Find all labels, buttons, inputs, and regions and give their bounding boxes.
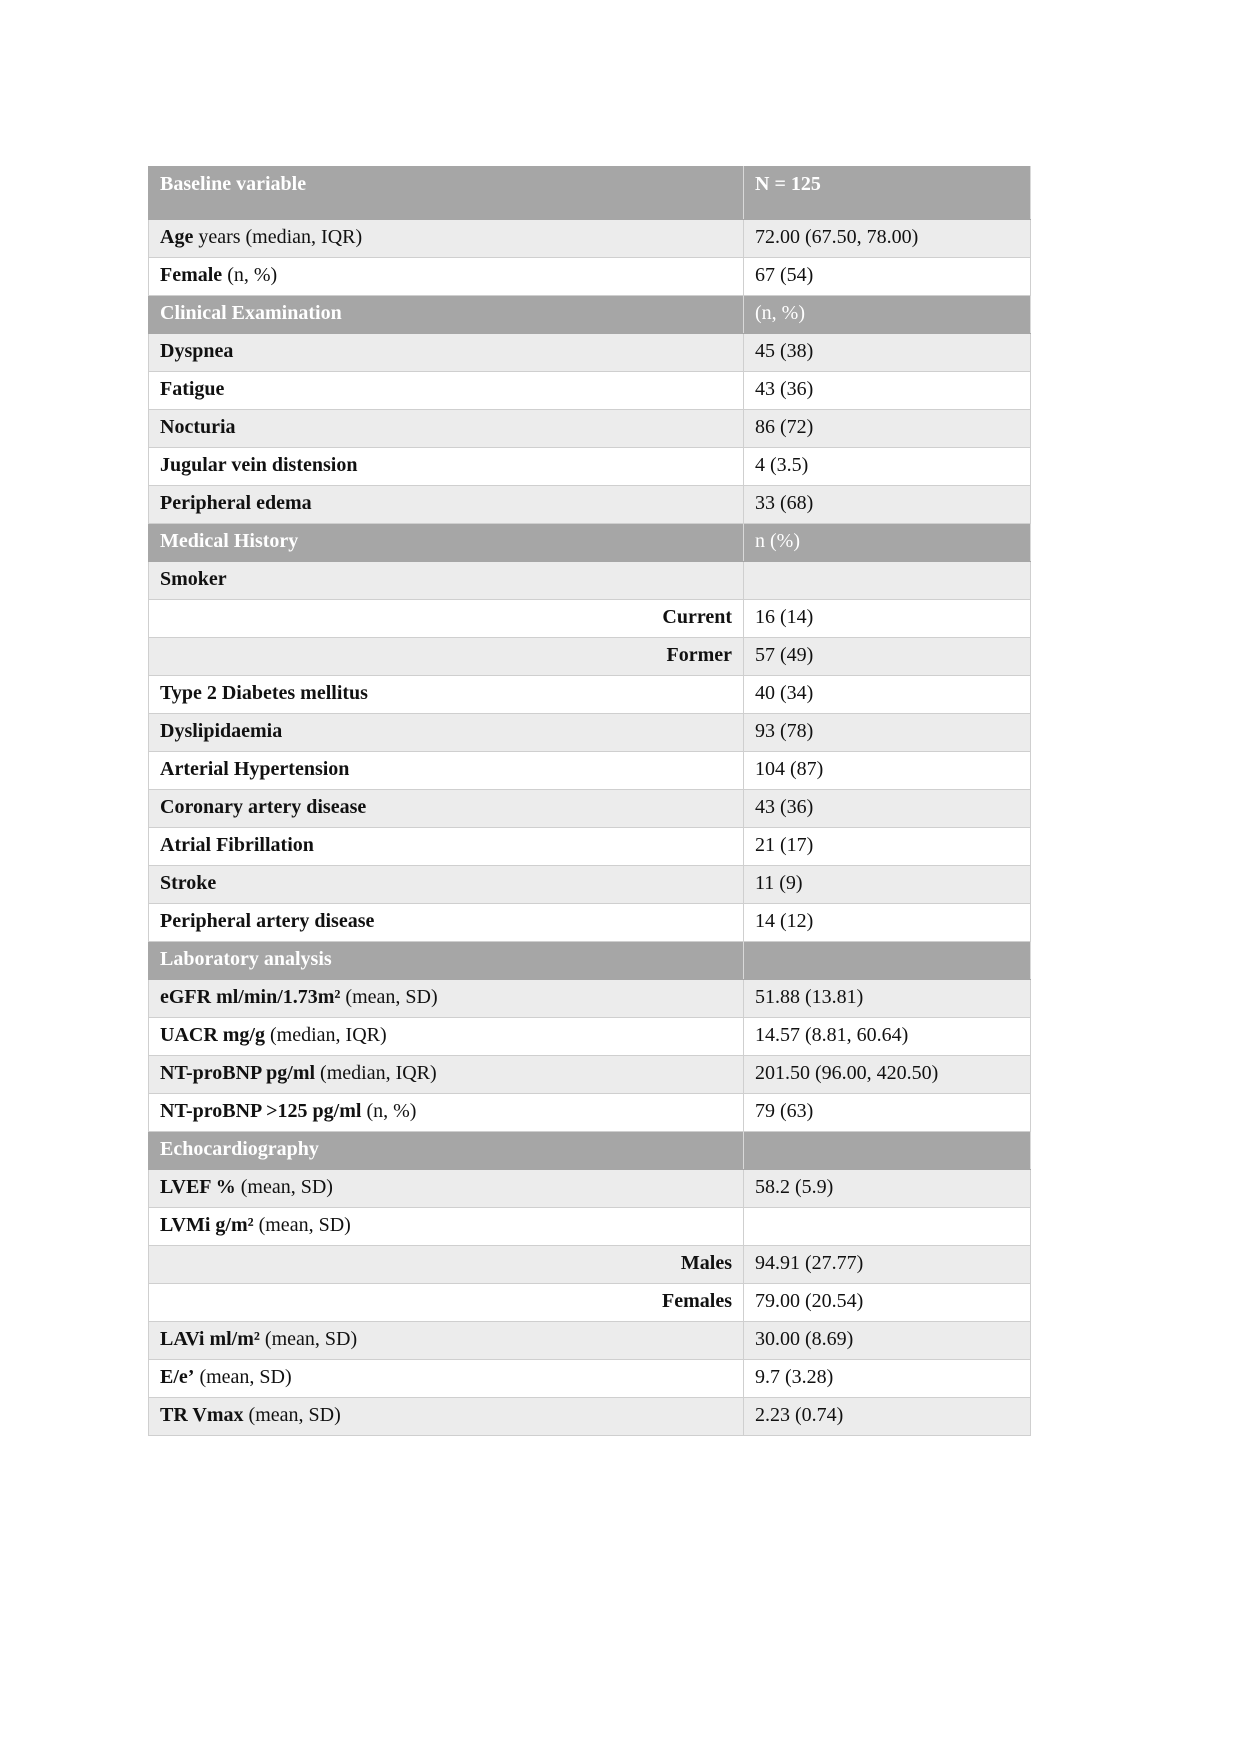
variable-cell [149, 1208, 744, 1246]
table-row [149, 1094, 1031, 1132]
variable-unit-note: (mean, SD) [253, 1214, 351, 1236]
variable-cell [149, 220, 744, 258]
value-cell: 79.00 (20.54) [744, 1284, 1031, 1322]
variable-cell [149, 1360, 744, 1398]
value-cell: 51.88 (13.81) [744, 980, 1031, 1018]
variable-name: UACR mg/g [160, 1024, 265, 1046]
table-row [149, 1322, 1031, 1360]
table-row [149, 220, 1031, 258]
value-cell: 79 (63) [744, 1094, 1031, 1132]
variable-cell [149, 752, 744, 790]
table-row [149, 676, 1031, 714]
table-subrow [149, 1246, 1031, 1284]
table-row [149, 1398, 1031, 1436]
variable-cell [149, 980, 744, 1018]
baseline-characteristics-table [148, 166, 1031, 1436]
variable-name: Nocturia [160, 416, 236, 438]
variable-name: Type 2 Diabetes mellitus [160, 682, 368, 704]
section-title-cell [149, 942, 744, 980]
variable-name: Males [680, 1252, 732, 1274]
table-row [149, 1360, 1031, 1398]
table-subrow [149, 600, 1031, 638]
value-cell: 9.7 (3.28) [744, 1360, 1031, 1398]
variable-unit-note: years (median, IQR) [193, 226, 363, 248]
variable-name: Atrial Fibrillation [160, 834, 314, 856]
value-cell: 21 (17) [744, 828, 1031, 866]
section-stat-cell: n (%) [744, 524, 1031, 562]
value-cell: 11 (9) [744, 866, 1031, 904]
variable-cell [149, 714, 744, 752]
variable-unit-note: (n, %) [222, 264, 278, 286]
table-row [149, 980, 1031, 1018]
table-row [149, 448, 1031, 486]
table-row [149, 790, 1031, 828]
variable-cell [149, 486, 744, 524]
variable-cell [149, 1056, 744, 1094]
section-title-cell [149, 524, 744, 562]
variable-cell [149, 790, 744, 828]
table-head [149, 167, 1031, 220]
variable-cell [149, 410, 744, 448]
section-header-row [149, 296, 1031, 334]
variable-name: Former [666, 644, 732, 666]
table-row [149, 334, 1031, 372]
section-header-row [149, 942, 1031, 980]
variable-name: Female [160, 264, 223, 286]
variable-cell [149, 676, 744, 714]
variable-name: E/e’ [160, 1366, 195, 1388]
table-row [149, 486, 1031, 524]
value-cell: 67 (54) [744, 258, 1031, 296]
value-cell: 72.00 (67.50, 78.00) [744, 220, 1031, 258]
variable-name: LVEF % [160, 1176, 236, 1198]
variable-cell [149, 1246, 744, 1284]
table-row [149, 866, 1031, 904]
value-cell: 94.91 (27.77) [744, 1246, 1031, 1284]
value-cell: 58.2 (5.9) [744, 1170, 1031, 1208]
variable-name: Stroke [160, 872, 217, 894]
table-row [149, 1018, 1031, 1056]
section-stat-cell [744, 1132, 1031, 1170]
variable-name: Fatigue [160, 378, 225, 400]
table-header-row [149, 167, 1031, 220]
variable-name: Dyslipidaemia [160, 720, 283, 742]
variable-name: Arterial Hypertension [160, 758, 350, 780]
value-cell: 14 (12) [744, 904, 1031, 942]
value-cell: 33 (68) [744, 486, 1031, 524]
table-row [149, 828, 1031, 866]
value-cell: 2.23 (0.74) [744, 1398, 1031, 1436]
value-cell: 86 (72) [744, 410, 1031, 448]
variable-name: LAVi ml/m² [160, 1328, 260, 1350]
table-row [149, 562, 1031, 600]
variable-name: NT-proBNP pg/ml [160, 1062, 316, 1084]
value-cell [744, 1208, 1031, 1246]
variable-unit-note: (n, %) [361, 1100, 417, 1122]
section-stat-cell [744, 942, 1031, 980]
variable-cell [149, 562, 744, 600]
value-cell: 93 (78) [744, 714, 1031, 752]
variable-unit-note: (median, IQR) [265, 1024, 387, 1046]
section-title-cell [149, 1132, 744, 1170]
variable-unit-note: (mean, SD) [194, 1366, 292, 1388]
variable-name: Smoker [160, 568, 227, 590]
value-cell: 104 (87) [744, 752, 1031, 790]
variable-name: Coronary artery disease [160, 796, 367, 818]
variable-name: NT-proBNP >125 pg/ml [160, 1100, 362, 1122]
value-cell: 57 (49) [744, 638, 1031, 676]
variable-name: eGFR ml/min/1.73m² [160, 986, 341, 1008]
value-cell: 16 (14) [744, 600, 1031, 638]
variable-name: LVMi g/m² [160, 1214, 254, 1236]
variable-name: Jugular vein distension [160, 454, 358, 476]
section-title-cell [149, 296, 744, 334]
section-title: Clinical Examination [160, 302, 342, 324]
variable-unit-note: (mean, SD) [243, 1404, 341, 1426]
table-body [149, 220, 1031, 1436]
variable-cell [149, 1018, 744, 1056]
section-title: Medical History [160, 530, 299, 552]
table-row [149, 1056, 1031, 1094]
variable-cell [149, 372, 744, 410]
table-row [149, 410, 1031, 448]
section-header-row [149, 524, 1031, 562]
header-label-cell: Baseline variable [149, 167, 744, 220]
variable-cell [149, 866, 744, 904]
value-cell [744, 562, 1031, 600]
table-subrow [149, 1284, 1031, 1322]
variable-name: Current [662, 606, 732, 628]
value-cell: 40 (34) [744, 676, 1031, 714]
variable-unit-note: (median, IQR) [315, 1062, 437, 1084]
section-header-row [149, 1132, 1031, 1170]
variable-cell [149, 1284, 744, 1322]
variable-name: Dyspnea [160, 340, 234, 362]
table-row [149, 714, 1031, 752]
table-row [149, 904, 1031, 942]
variable-cell [149, 334, 744, 372]
variable-name: Peripheral artery disease [160, 910, 375, 932]
value-cell: 45 (38) [744, 334, 1031, 372]
variable-cell [149, 258, 744, 296]
variable-cell [149, 904, 744, 942]
variable-cell [149, 448, 744, 486]
variable-unit-note: (mean, SD) [259, 1328, 358, 1350]
table-row [149, 752, 1031, 790]
variable-cell [149, 1398, 744, 1436]
variable-name: TR Vmax [160, 1404, 244, 1426]
variable-cell [149, 1094, 744, 1132]
variable-name: Females [662, 1290, 732, 1312]
variable-name: Peripheral edema [160, 492, 312, 514]
variable-cell [149, 638, 744, 676]
variable-cell [149, 1170, 744, 1208]
section-title: Laboratory analysis [160, 948, 332, 970]
value-cell: 43 (36) [744, 372, 1031, 410]
variable-unit-note: (mean, SD) [340, 986, 438, 1008]
table-row [149, 1208, 1031, 1246]
value-cell: 43 (36) [744, 790, 1031, 828]
header-value-cell: N = 125 [744, 167, 1031, 220]
table-subrow [149, 638, 1031, 676]
variable-unit-note: (mean, SD) [235, 1176, 333, 1198]
value-cell: 4 (3.5) [744, 448, 1031, 486]
value-cell: 14.57 (8.81, 60.64) [744, 1018, 1031, 1056]
section-title: Echocardiography [160, 1138, 319, 1160]
table-row [149, 372, 1031, 410]
variable-cell [149, 600, 744, 638]
table-row [149, 258, 1031, 296]
value-cell: 30.00 (8.69) [744, 1322, 1031, 1360]
variable-cell [149, 1322, 744, 1360]
table-row [149, 1170, 1031, 1208]
variable-name: Age [160, 226, 194, 248]
variable-cell [149, 828, 744, 866]
value-cell: 201.50 (96.00, 420.50) [744, 1056, 1031, 1094]
section-stat-cell: (n, %) [744, 296, 1031, 334]
